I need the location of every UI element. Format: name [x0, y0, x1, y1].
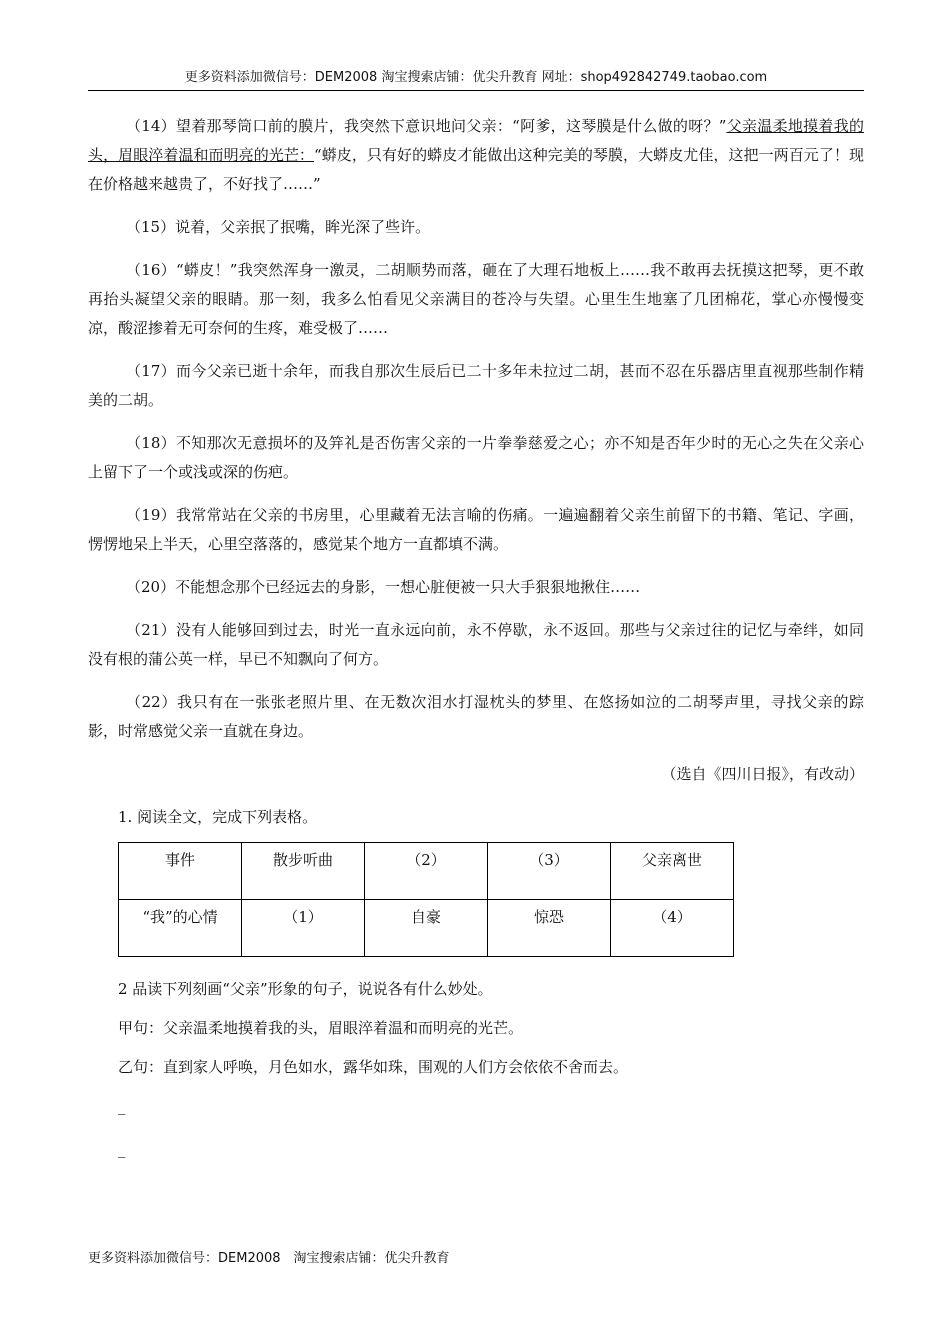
page-footer: 更多资料添加微信号：DEM2008 淘宝搜索店铺：优尖升教育 [88, 1251, 450, 1266]
question-2: 2 品读下列刻画“父亲”形象的句子，说说各有什么妙处。 [118, 980, 493, 998]
paragraph-16: （16）“蟒皮！”我突然浑身一激灵，二胡顺势而落，砸在了大理石地板上……我不敢再去抚摸这把琴，更不敢再抬头凝望父亲的眼睛。那一刻，我多么怕看见父亲满目的苍冷与失望。心里生生地塞了几团棉花，掌心亦慢慢变凉，酸涩掺着无可奈何的生疼，难受极了…… [88, 261, 864, 337]
table-cell: 散步听曲 [242, 843, 365, 900]
answer-table [118, 842, 734, 957]
document-body [88, 112, 864, 1178]
paragraph-14-post: “蟒皮，只有好的蟒皮才能做出这种完美的琴膜，大蟒皮尤佳，这把一两百元了！现在价格越来越贵了，不好找了……” [88, 146, 864, 193]
page-header: 更多资料添加微信号：DEM2008 淘宝搜索店铺：优尖升教育 网址：shop492842749.taobao.com [88, 66, 864, 91]
table-cell: （2） [365, 843, 488, 900]
paragraph-22: （22）我只有在一张张老照片里、在无数次泪水打湿枕头的梦里、在悠扬如泣的二胡琴声里，寻找父亲的踪影，时常感觉父亲一直就在身边。 [88, 693, 864, 740]
paragraph-14-pre: （14）望着那琴筒口前的膜片，我突然下意识地问父亲：“阿爹，这琴膜是什么做的呀？” [126, 117, 727, 135]
table-cell: （4） [611, 900, 734, 957]
paragraph-14-underlined: 父亲温柔地摸着我的头，眉眼淬着温和而明亮的光芒： [88, 117, 864, 164]
answer-blank-1: _ [118, 1097, 126, 1115]
paragraph-19: （19）我常常站在父亲的书房里，心里藏着无法言喻的伤痛。一遍遍翻着父亲生前留下的书籍、笔记、字画，愣愣地呆上半天，心里空落落的，感觉某个地方一直都填不满。 [88, 506, 864, 553]
paragraph-21: （21）没有人能够回到过去，时光一直永远向前，永不停歇，永不返回。那些与父亲过往的记忆与牵绊，如同没有根的蒲公英一样，早已不知飘向了何方。 [88, 621, 864, 668]
source-citation: （选自《四川日报》，有改动） [661, 765, 864, 783]
table-cell: 父亲离世 [611, 843, 734, 900]
table-cell: “我”的心情 [119, 900, 242, 957]
table-row [119, 843, 734, 900]
paragraph-14 [88, 112, 864, 199]
answer-blank-2: _ [118, 1140, 126, 1158]
table-cell: （1） [242, 900, 365, 957]
table-row [119, 900, 734, 957]
table-cell: 惊恐 [488, 900, 611, 957]
sentence-a: 甲句：父亲温柔地摸着我的头，眉眼淬着温和而明亮的光芒。 [118, 1019, 524, 1037]
table-cell: （3） [488, 843, 611, 900]
paragraph-15: （15）说着，父亲抿了抿嘴，眸光深了些许。 [126, 218, 431, 236]
paragraph-17: （17）而今父亲已逝十余年，而我自那次生辰后已二十多年未拉过二胡，甚而不忍在乐器店里直视那些制作精美的二胡。 [88, 362, 864, 409]
sentence-b: 乙句：直到家人呼唤，月色如水，露华如珠，围观的人们方会依依不舍而去。 [118, 1058, 629, 1076]
table-cell: 自豪 [365, 900, 488, 957]
question-1: 1. 阅读全文，完成下列表格。 [118, 808, 318, 826]
paragraph-20: （20）不能想念那个已经远去的身影，一想心脏便被一只大手狠狠地揪住…… [126, 578, 641, 596]
table-cell: 事件 [119, 843, 242, 900]
paragraph-18: （18）不知那次无意损坏的及笄礼是否伤害父亲的一片拳拳慈爱之心；亦不知是否年少时的无心之失在父亲心上留下了一个或浅或深的伤疤。 [88, 434, 864, 481]
